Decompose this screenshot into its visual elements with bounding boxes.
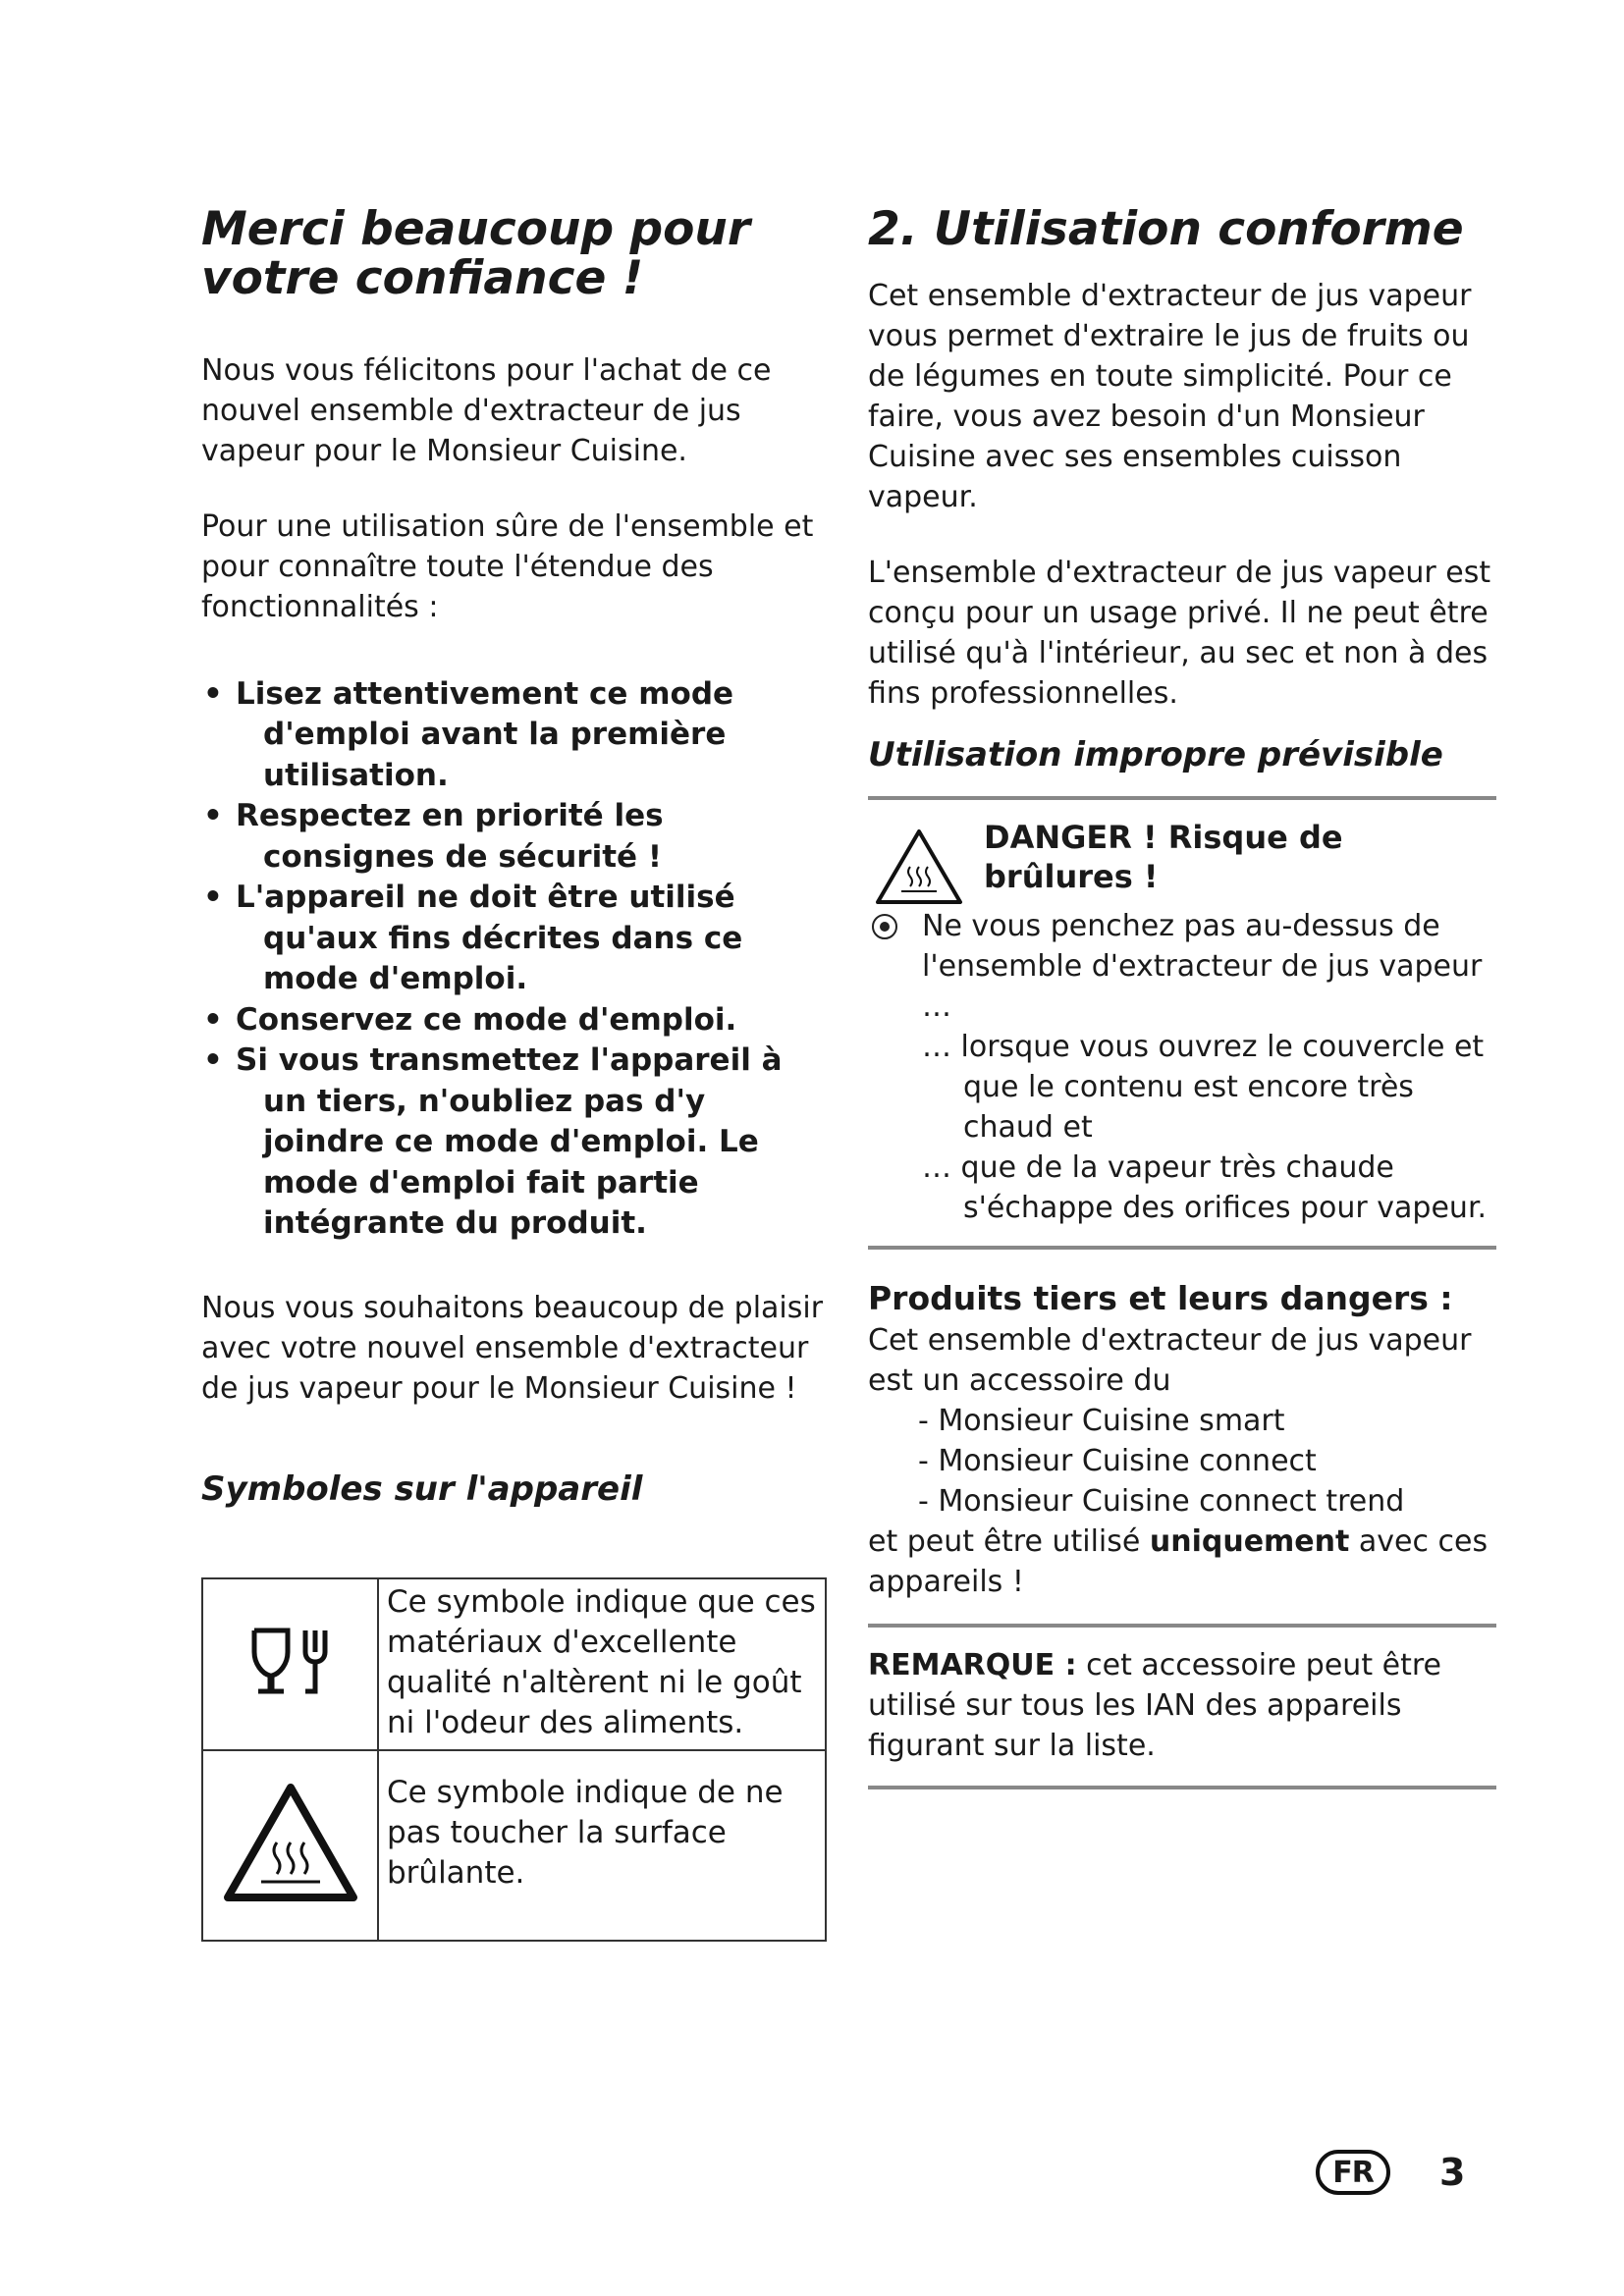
list-item: … lorsque vous ouvrez le couvercle et que le contenu est encore très chaud et … que de la vapeur très chaude s'échappe des orifices pour vapeur. xyxy=(922,1029,1488,1225)
third-party-intro: Cet ensemble d'extracteur de jus vapeur est un accessoire du xyxy=(868,1322,1472,1398)
list-item: • Si vous transmettez l'appareil à un tiers, n'oubliez pas d'y joindre ce mode d'emploi. Le mode d'emploi fait partie intégrante du produit. xyxy=(201,1041,825,1245)
page-number: 3 xyxy=(1439,2151,1466,2194)
divider xyxy=(868,1624,1496,1628)
page-title: Merci beaucoup pour votre confiance ! xyxy=(201,202,751,305)
list-item: Ne vous penchez pas au-dessus de l'ensemble d'extracteur de jus vapeur … xyxy=(868,906,1496,1027)
table-row xyxy=(202,1578,826,1750)
list-item: • Respectez en priorité les consignes de sécurité ! xyxy=(201,796,825,878)
symbols-table xyxy=(201,1577,827,1942)
hot-surface-icon xyxy=(874,828,964,906)
divider xyxy=(868,1246,1496,1250)
list-item: • L'appareil ne doit être utilisé qu'aux fins décrites dans ce mode d'emploi. xyxy=(201,878,825,1000)
instruction-list xyxy=(201,674,825,1245)
list-item: • Lisez attentivement ce mode d'emploi avant la première utilisation. xyxy=(201,674,825,797)
right-column xyxy=(868,201,1496,1789)
symbol-description: Ce symbole indique que ces matériaux d'excellente qualité n'altèrent ni le goût ni l'odeur des aliments. xyxy=(378,1578,826,1750)
list-item: - Monsieur Cuisine connect xyxy=(918,1443,1317,1478)
hot-surface-icon xyxy=(222,1782,359,1904)
usage-paragraph-2: L'ensemble d'extracteur de jus vapeur est conçu pour un usage privé. Il ne peut être utilisé qu'à l'intérieur, au sec et non à des fins professionnelles. xyxy=(868,555,1491,711)
language-badge: FR xyxy=(1316,2150,1390,2195)
model-list xyxy=(868,1401,1496,1522)
list-item: - Monsieur Cuisine connect trend xyxy=(918,1483,1405,1519)
intro-paragraph-2: Pour une utilisation sûre de l'ensemble et pour connaître toute l'étendue des fonctionnalités : xyxy=(201,508,814,624)
symbol-description: Ce symbole indique de ne pas toucher la surface brûlante. xyxy=(378,1750,826,1941)
section-title: 2. Utilisation conforme xyxy=(868,202,1464,256)
list-item: - Monsieur Cuisine smart xyxy=(918,1403,1285,1438)
danger-warning xyxy=(868,818,1496,1228)
symbols-heading: Symboles sur l'appareil xyxy=(201,1468,643,1509)
list-item: • Conservez ce mode d'emploi. xyxy=(201,1000,825,1041)
usage-paragraph: Cet ensemble d'extracteur de jus vapeur vous permet d'extraire le jus de fruits ou de légumes en toute simplicité. Pour ce faire, vous avez besoin d'un Monsieur Cuisine avec ses ensembles cuisson vapeur. xyxy=(868,278,1472,514)
note-label: REMARQUE : xyxy=(868,1647,1077,1682)
misuse-heading: Utilisation impropre prévisible xyxy=(868,734,1443,774)
intro-paragraph: Nous vous félicitons pour l'achat de ce nouvel ensemble d'extracteur de jus vapeur pour le Monsieur Cuisine. xyxy=(201,352,772,468)
third-party-heading: Produits tiers et leurs dangers : xyxy=(868,1278,1453,1317)
table-row xyxy=(202,1750,826,1941)
danger-title: DANGER ! Risque de brûlures ! xyxy=(984,818,1343,895)
note: REMARQUE : cet accessoire peut être utilisé sur tous les IAN des appareils figurant sur la liste. xyxy=(868,1647,1441,1763)
food-safe-icon xyxy=(237,1623,345,1701)
divider xyxy=(868,796,1496,800)
divider xyxy=(868,1786,1496,1789)
page-footer xyxy=(1316,2150,1465,2195)
left-column xyxy=(201,201,825,1942)
prohibition-bullet-icon xyxy=(872,914,897,939)
closing-paragraph: Nous vous souhaitons beaucoup de plaisir avec votre nouvel ensemble d'extracteur de jus vapeur pour le Monsieur Cuisine ! xyxy=(201,1290,824,1406)
usage-restriction: et peut être utilisé uniquement avec ces appareils ! xyxy=(868,1523,1489,1599)
